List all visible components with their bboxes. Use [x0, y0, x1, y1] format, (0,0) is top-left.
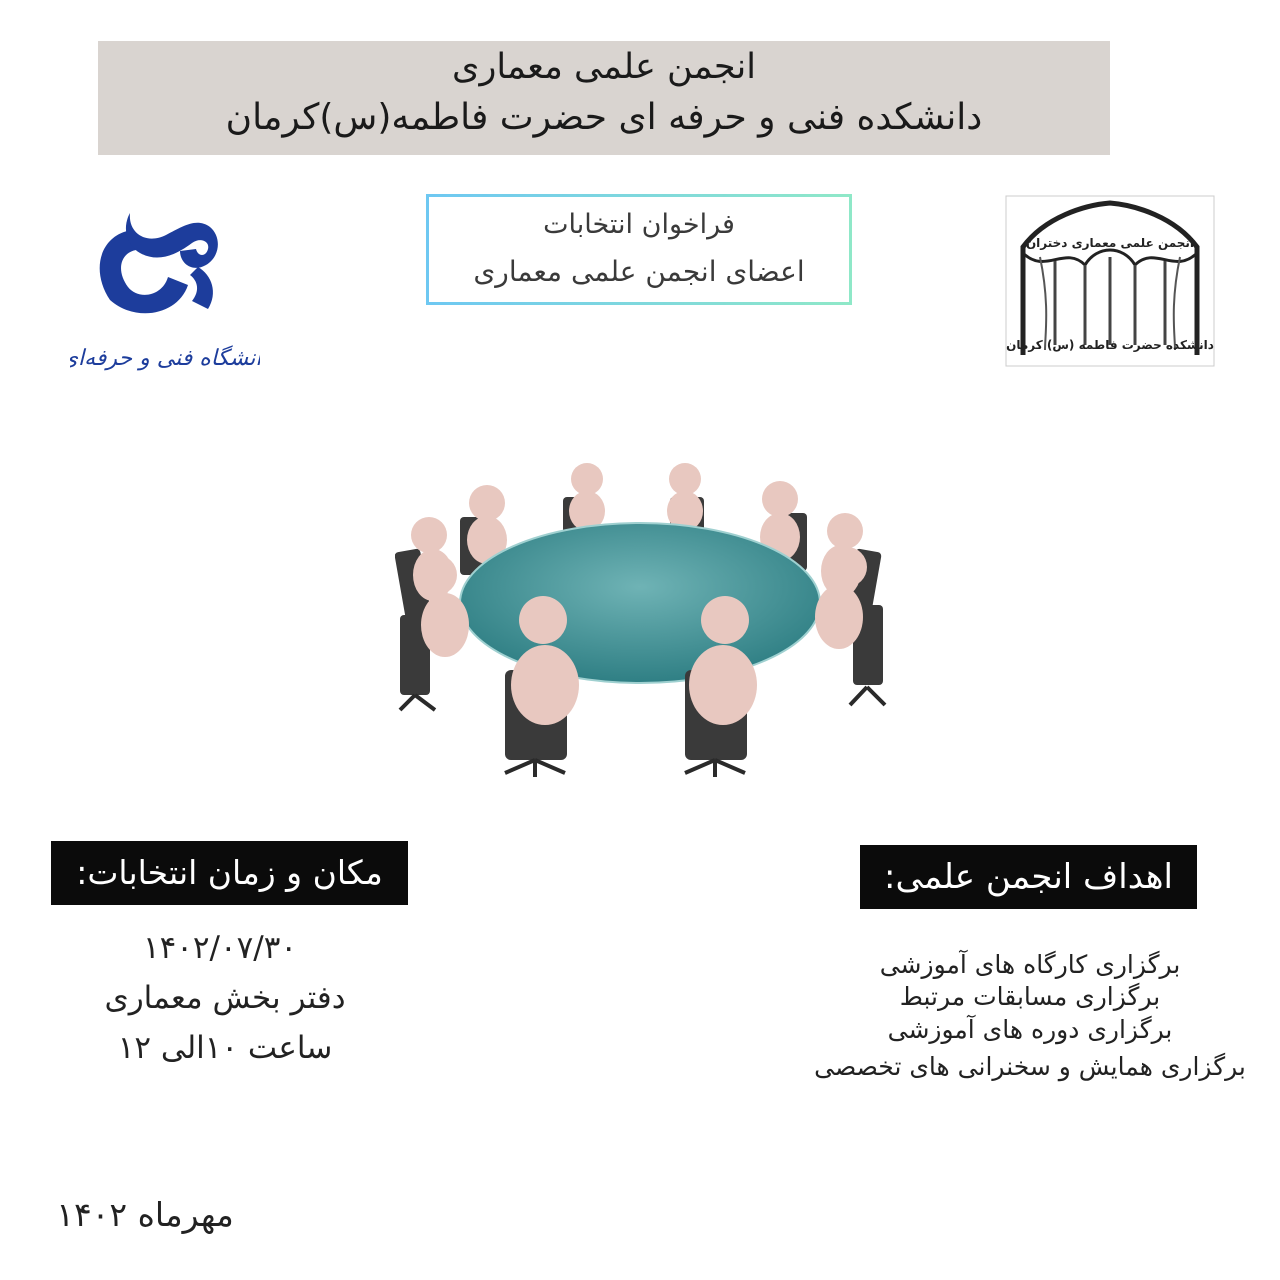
association-logo-top-text: انجمن علمی معماری دختران [1025, 236, 1195, 250]
election-date: ۱۴۰۲/۰۷/۳۰ [142, 930, 298, 966]
university-logo-text: دانشگاه فنی و حرفه‌ای [70, 346, 260, 371]
goal-item: برگزاری مسابقات مرتبط [899, 982, 1161, 1011]
header-banner [98, 41, 1110, 155]
footer-date: مهرماه ۱۴۰۲ [56, 1195, 234, 1234]
election-call-title: فراخوان انتخابات [543, 209, 735, 240]
association-logo-bottom-text: دانشکده حضرت فاطمه (س) کرمان [1006, 338, 1214, 352]
college-name: دانشکده فنی و حرفه ای حضرت فاطمه(س)کرمان [225, 97, 983, 138]
goal-item: برگزاری همایش و سخنرانی های تخصصی [814, 1052, 1246, 1081]
association-title: انجمن علمی معماری [452, 47, 756, 87]
meeting-table-illustration [395, 455, 890, 785]
goal-item: برگزاری کارگاه های آموزشی [879, 950, 1181, 979]
election-call-subtitle: اعضای انجمن علمی معماری [473, 255, 805, 288]
association-logo [1005, 195, 1215, 367]
university-logo [70, 205, 260, 375]
election-place: دفتر بخش معماری [104, 980, 346, 1016]
goal-item: برگزاری دوره های آموزشی [887, 1015, 1173, 1044]
election-hour: ساعت ۱۰الی ۱۲ [117, 1030, 333, 1066]
election-call-box [426, 194, 852, 305]
place-time-heading: مکان و زمان انتخابات: [51, 841, 408, 905]
goals-heading: اهداف انجمن علمی: [860, 845, 1197, 909]
